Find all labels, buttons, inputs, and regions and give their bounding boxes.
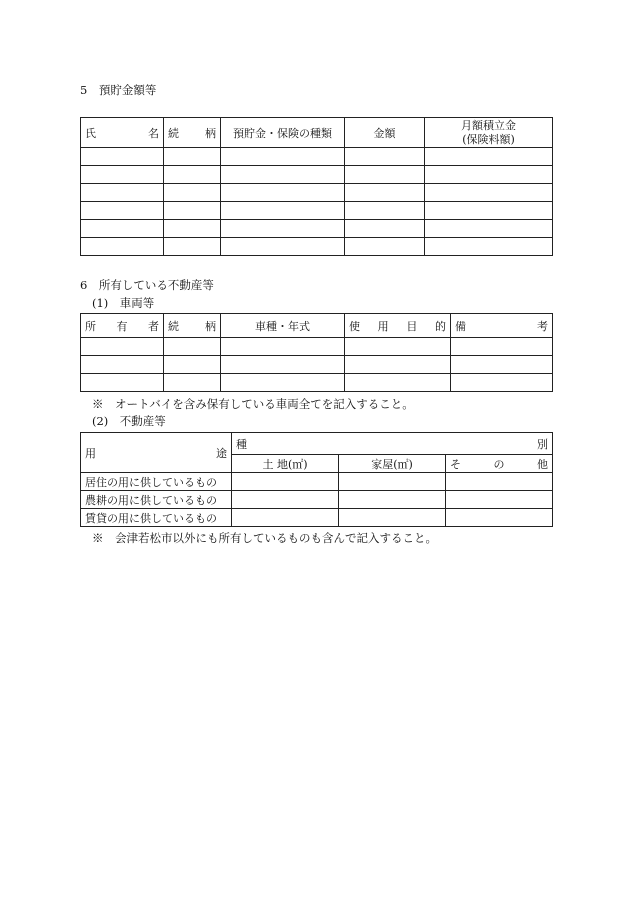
vehicles-subtitle: (1) 車両等	[92, 296, 155, 310]
cell[interactable]	[81, 184, 164, 202]
table-row	[81, 509, 553, 527]
cell[interactable]	[345, 148, 425, 166]
table-row	[81, 473, 553, 491]
cell[interactable]	[164, 338, 221, 356]
header-kind: 種 別	[232, 433, 553, 455]
header-use: 用 途	[81, 433, 232, 473]
header-owner: 所 有 者	[81, 314, 164, 338]
cell[interactable]	[345, 220, 425, 238]
cell[interactable]	[345, 356, 451, 374]
table-row	[81, 374, 553, 392]
cell[interactable]	[425, 166, 553, 184]
cell[interactable]	[425, 238, 553, 256]
property-table	[80, 432, 553, 527]
table-row	[81, 166, 553, 184]
cell[interactable]	[221, 148, 345, 166]
property-subtitle: (2) 不動産等	[92, 414, 166, 428]
header-remarks: 備 考	[451, 314, 553, 338]
header-land: 土 地(㎡)	[232, 455, 339, 473]
cell[interactable]	[221, 202, 345, 220]
cell[interactable]	[164, 148, 221, 166]
header-savings-type: 預貯金・保険の種類	[221, 118, 345, 148]
cell[interactable]	[81, 202, 164, 220]
table-row	[81, 238, 553, 256]
table-row	[81, 148, 553, 166]
header-vehicle-type: 車種・年式	[221, 314, 345, 338]
table-row	[81, 220, 553, 238]
savings-table	[80, 117, 553, 256]
cell[interactable]	[221, 238, 345, 256]
cell[interactable]	[345, 202, 425, 220]
header-name: 氏 名	[81, 118, 164, 148]
cell[interactable]	[81, 220, 164, 238]
row-label-farming: 農耕の用に供しているもの	[81, 491, 232, 509]
cell[interactable]	[221, 374, 345, 392]
cell[interactable]	[345, 338, 451, 356]
cell[interactable]	[221, 220, 345, 238]
cell[interactable]	[81, 166, 164, 184]
cell[interactable]	[164, 184, 221, 202]
cell[interactable]	[232, 473, 339, 491]
cell[interactable]	[164, 356, 221, 374]
header-amount: 金額	[345, 118, 425, 148]
property-note: ※ 会津若松市以外にも所有しているものも含んで記入すること。	[92, 531, 437, 545]
table-row	[81, 491, 553, 509]
section-6-title: 6 所有している不動産等	[80, 278, 214, 292]
vehicles-table	[80, 313, 553, 392]
cell[interactable]	[345, 238, 425, 256]
cell[interactable]	[345, 166, 425, 184]
cell[interactable]	[345, 184, 425, 202]
cell[interactable]	[164, 238, 221, 256]
cell[interactable]	[446, 473, 553, 491]
cell[interactable]	[451, 374, 553, 392]
cell[interactable]	[232, 491, 339, 509]
cell[interactable]	[451, 356, 553, 374]
header-relation: 続 柄	[164, 314, 221, 338]
table-row	[81, 184, 553, 202]
header-building: 家屋(㎡)	[339, 455, 446, 473]
cell[interactable]	[221, 184, 345, 202]
cell[interactable]	[451, 338, 553, 356]
cell[interactable]	[221, 338, 345, 356]
cell[interactable]	[425, 184, 553, 202]
cell[interactable]	[81, 148, 164, 166]
cell[interactable]	[81, 374, 164, 392]
header-monthly	[425, 118, 553, 148]
header-monthly-line2: (保険料額)	[462, 132, 515, 146]
cell[interactable]	[81, 238, 164, 256]
cell[interactable]	[81, 356, 164, 374]
cell[interactable]	[81, 338, 164, 356]
row-label-rental: 賃貸の用に供しているもの	[81, 509, 232, 527]
header-relation: 続 柄	[164, 118, 221, 148]
cell[interactable]	[164, 166, 221, 184]
header-purpose: 使 用 目 的	[345, 314, 451, 338]
cell[interactable]	[221, 356, 345, 374]
cell[interactable]	[425, 220, 553, 238]
table-row	[81, 338, 553, 356]
row-label-residence: 居住の用に供しているもの	[81, 473, 232, 491]
cell[interactable]	[446, 509, 553, 527]
cell[interactable]	[425, 202, 553, 220]
header-monthly-line1: 月額積立金	[461, 118, 516, 132]
vehicles-note: ※ オートバイを含み保有している車両全てを記入すること。	[92, 397, 414, 411]
cell[interactable]	[339, 473, 446, 491]
cell[interactable]	[446, 491, 553, 509]
cell[interactable]	[164, 374, 221, 392]
table-row	[81, 202, 553, 220]
cell[interactable]	[425, 148, 553, 166]
table-row	[81, 356, 553, 374]
cell[interactable]	[345, 374, 451, 392]
header-other: そ の 他	[446, 455, 553, 473]
cell[interactable]	[339, 509, 446, 527]
section-5-title: 5 預貯金額等	[80, 83, 157, 97]
cell[interactable]	[221, 166, 345, 184]
cell[interactable]	[339, 491, 446, 509]
cell[interactable]	[164, 202, 221, 220]
cell[interactable]	[232, 509, 339, 527]
cell[interactable]	[164, 220, 221, 238]
